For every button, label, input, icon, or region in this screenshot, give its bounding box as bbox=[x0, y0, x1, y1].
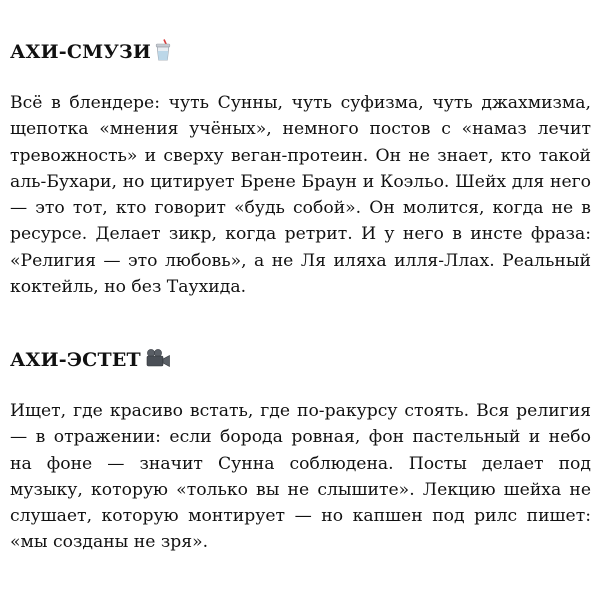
section-body-aesthete: Ищет, где красиво встать, где по-ракурсу стоять. Вся религия — в отражении: если борода ровная, фон пастельный и небо на фоне — значит Сунна соблюдена. Посты делает под музыку, которую «только вы не слышите». Лекцию шейха не слушает, которую монтирует — но капшен под рилс пишет: «мы созданы не зря». bbox=[10, 401, 591, 553]
video-camera-icon bbox=[145, 348, 171, 373]
smoothie-cup-icon bbox=[155, 39, 171, 66]
section-title-smoothie bbox=[10, 39, 171, 65]
section-body-smoothie: Всё в блендере: чуть Сунны, чуть суфизма, чуть джахмизма, щепотка «мнения учёных», немного постов с «намаз лечит тревожность» и сверху веган-протеин. Он не знает, кто такой аль-Бухари, но цитирует Брене Браун и Коэльо. Шейх для него — это тот, кто говорит «будь собой». Он молится, когда не в ресурсе. Делает зикр, когда ретрит. И у него в инсте фраза: «Религия — это любовь», а не Ля иляха илля-Ллах. Реальный коктейль, но без Таухида. bbox=[10, 93, 591, 298]
section-title-aesthete bbox=[10, 347, 171, 373]
section-title-text: АХИ-ЭСТЕТ bbox=[10, 349, 141, 371]
section-title-text: АХИ-СМУЗИ bbox=[10, 41, 152, 63]
